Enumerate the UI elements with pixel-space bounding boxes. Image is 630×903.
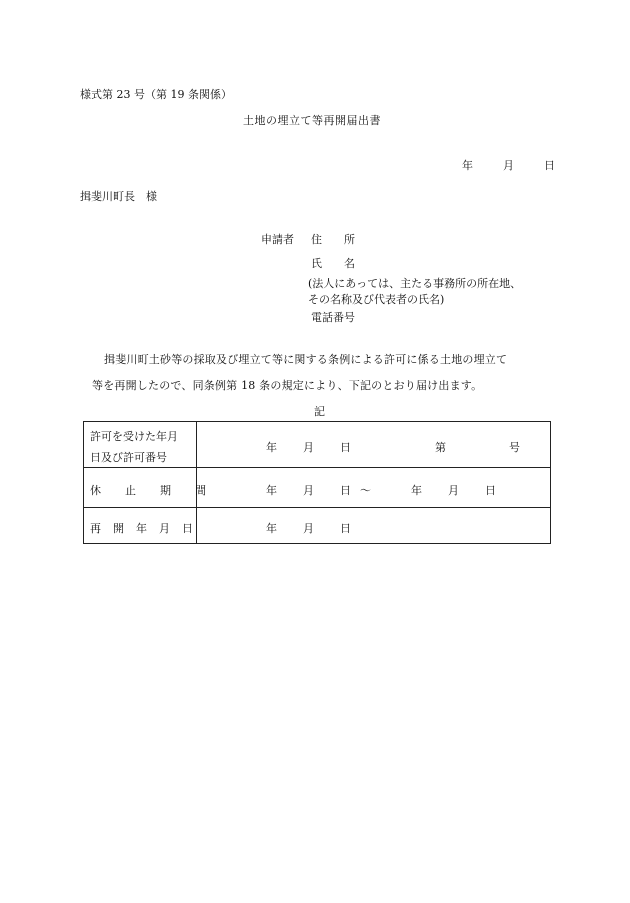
form-number: 様式第 23 号（第 19 条関係） [80,88,232,101]
addressee: 揖斐川町長 様 [80,190,157,203]
permit-day-label: 日 [340,441,351,454]
submission-date [462,157,555,173]
applicant-label: 申請者 [261,233,294,246]
date-month-label: 月 [503,159,514,172]
resumption-date-label: 再開年月日 [90,522,205,535]
table-row-divider [84,507,550,508]
date-year-label: 年 [462,159,473,172]
ki-heading: 記 [314,405,325,418]
body-text-line2: 等を再開したので、同条例第 18 条の規定により、下記のとおり届け出ます。 [92,379,483,392]
suspension-end-day: 日 [485,484,496,497]
date-day-label: 日 [544,159,555,172]
phone-label: 電話番号 [311,311,355,324]
permit-year-label: 年 [266,441,277,454]
resumption-year-label: 年 [266,522,277,535]
suspension-start-month: 月 [303,484,314,497]
permit-label-line2: 日及び許可番号 [90,451,167,464]
record-table [83,421,551,544]
suspension-end-year: 年 [411,484,422,497]
permit-month-label: 月 [303,441,314,454]
suspension-end-month: 月 [448,484,459,497]
suspension-start-day: 日 [340,484,351,497]
name-label: 氏 名 [311,257,355,270]
document-title: 土地の埋立て等再開届出書 [243,114,381,127]
corporate-note-line1: (法人にあっては、主たる事務所の所在地、 [308,277,522,290]
table-row-divider [84,467,550,468]
resumption-month-label: 月 [303,522,314,535]
permit-dai-label: 第 [435,441,446,454]
permit-go-label: 号 [509,441,520,454]
resumption-day-label: 日 [340,522,351,535]
suspension-tilde: ～ [360,484,371,497]
permit-label-line1: 許可を受けた年月 [90,430,178,443]
suspension-period-label: 休止期間 [90,484,230,497]
suspension-start-year: 年 [266,484,277,497]
corporate-note-line2: その名称及び代表者の氏名) [308,293,445,306]
address-label: 住 所 [311,233,355,246]
body-text-line1: 揖斐川町土砂等の採取及び埋立て等に関する条例による許可に係る土地の埋立て [104,353,508,366]
